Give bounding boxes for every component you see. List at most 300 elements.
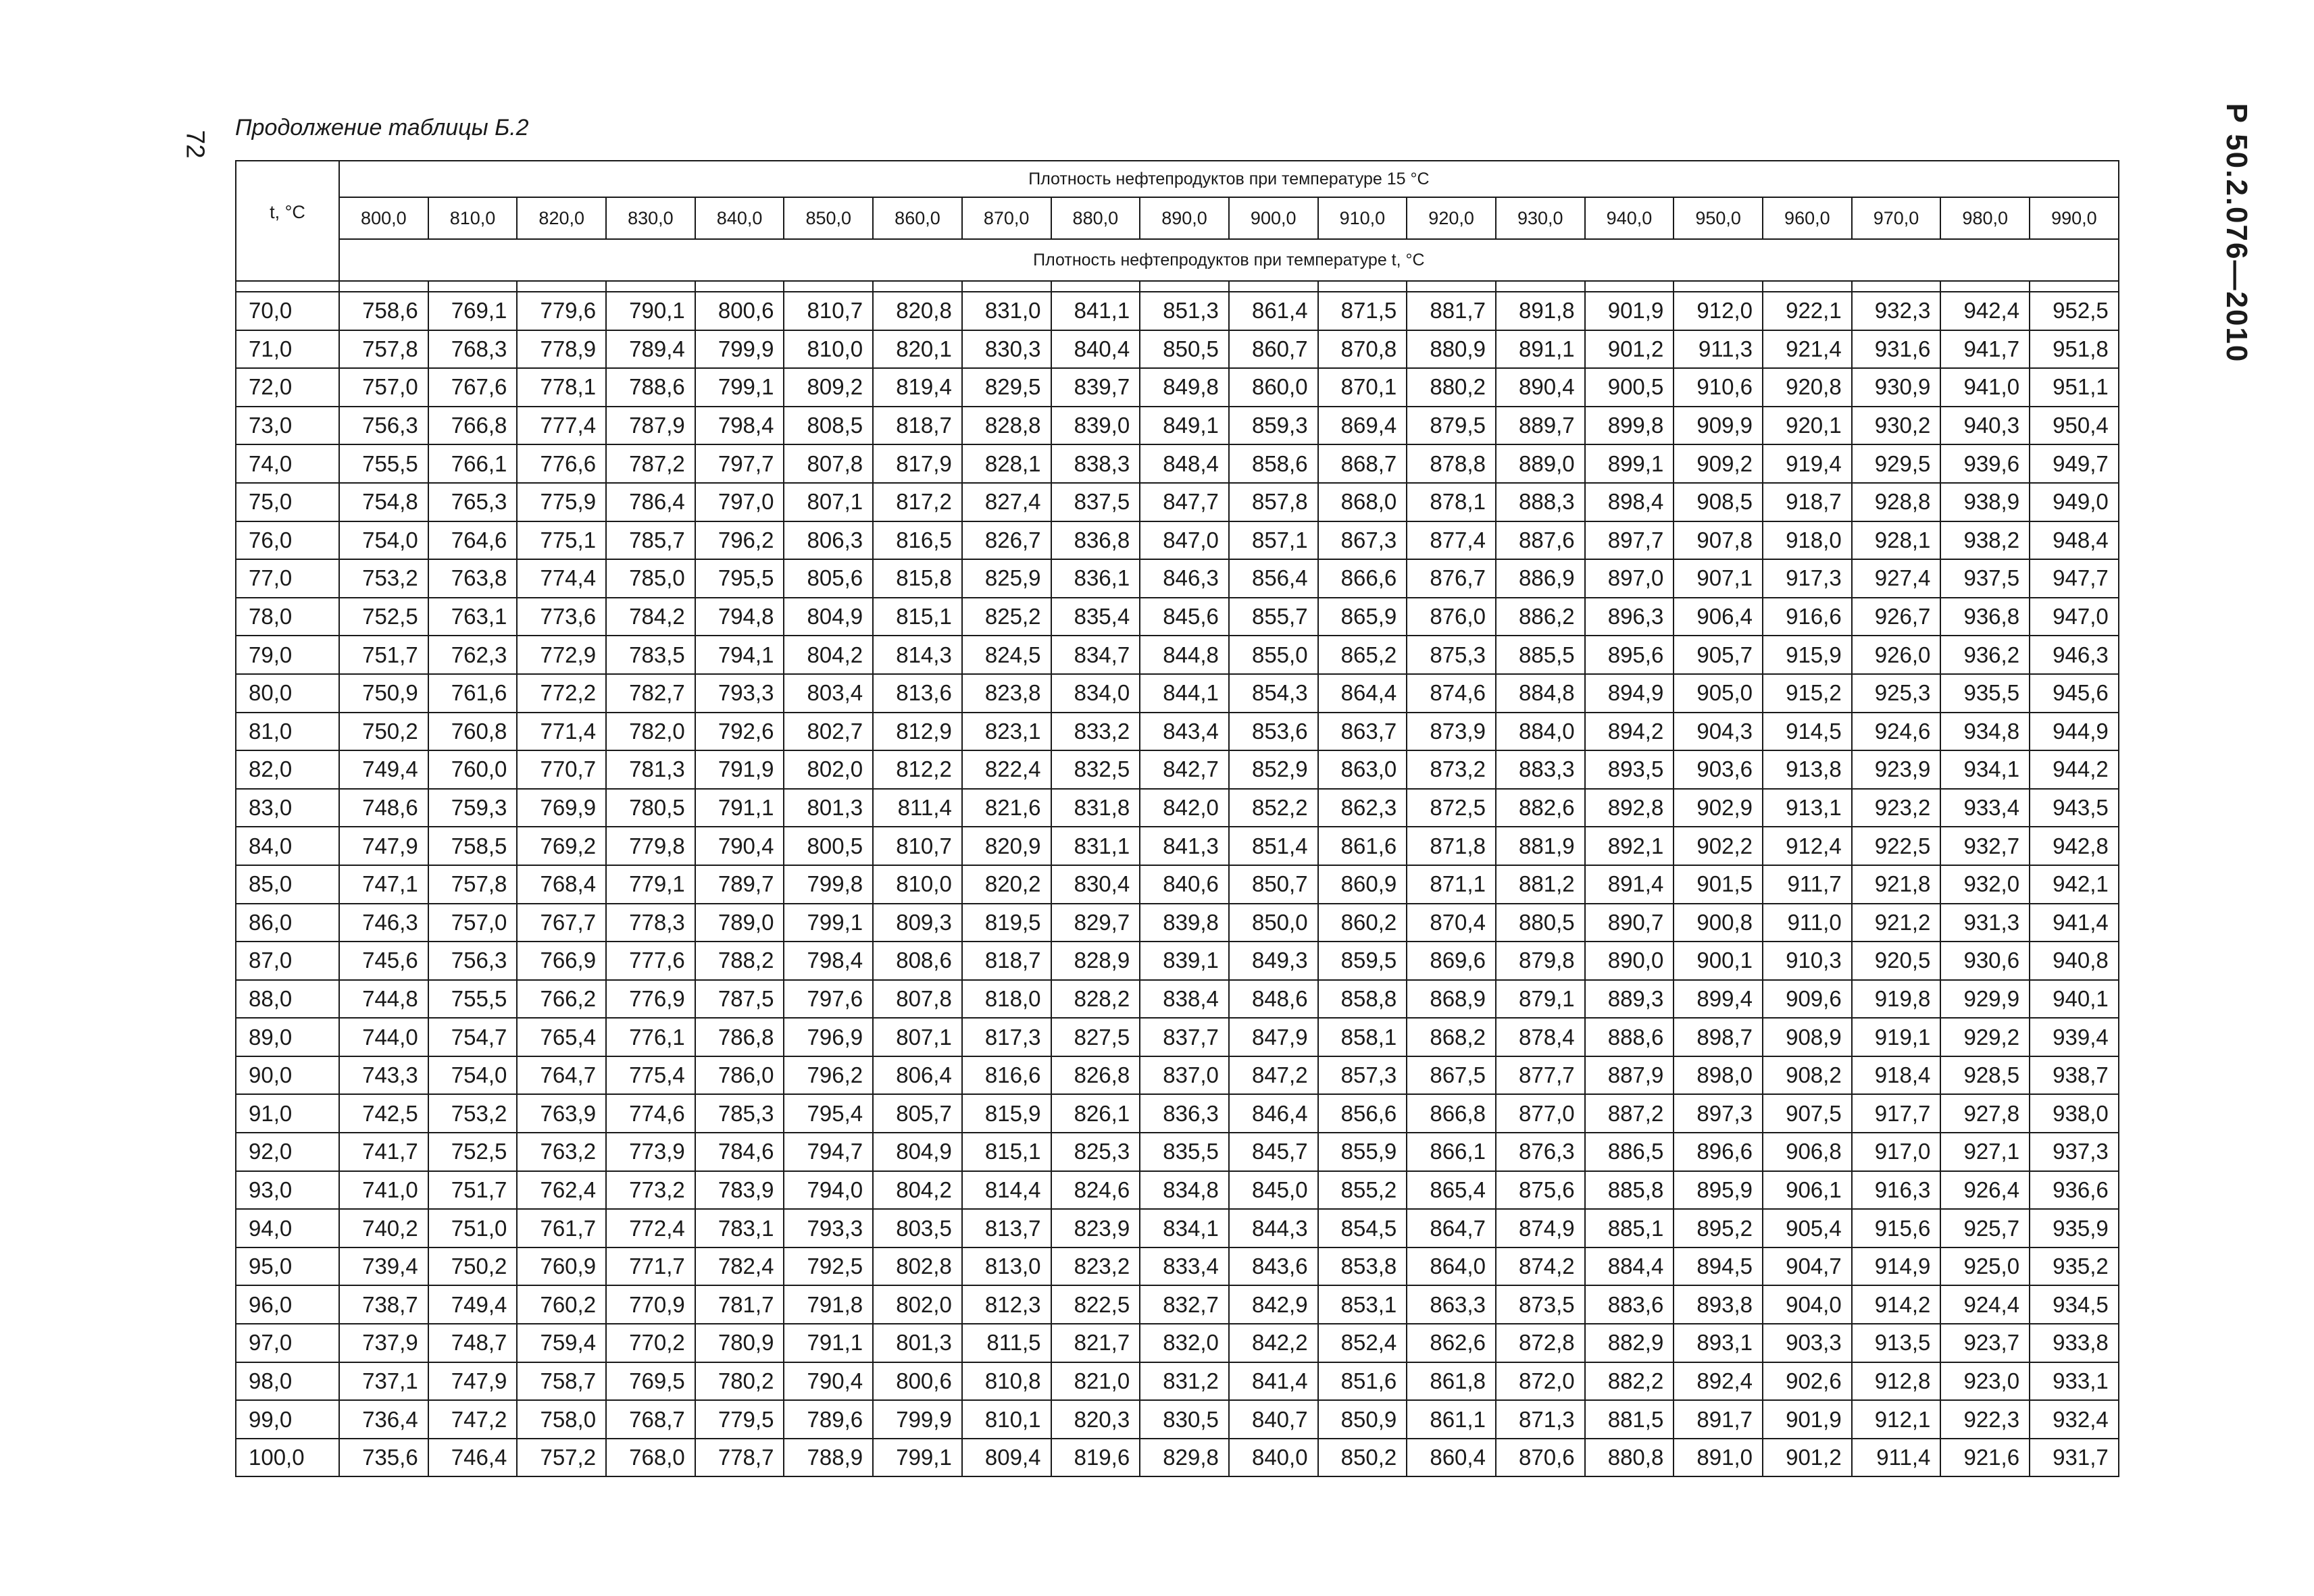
density-cell: 803,5 <box>873 1209 962 1247</box>
density-cell: 794,1 <box>695 636 784 674</box>
density-cell: 740,2 <box>339 1209 428 1247</box>
density-cell: 896,3 <box>1585 598 1674 636</box>
density-cell: 860,9 <box>1318 865 1407 904</box>
temperature-cell: 70,0 <box>236 292 339 330</box>
density-cell: 774,4 <box>517 559 606 598</box>
table-row <box>236 1400 2119 1439</box>
density-cell: 892,4 <box>1674 1362 1763 1401</box>
density-cell: 847,7 <box>1140 483 1229 521</box>
density-cell: 832,7 <box>1140 1285 1229 1324</box>
density-cell: 886,9 <box>1496 559 1585 598</box>
density-cell: 897,0 <box>1585 559 1674 598</box>
density-cell: 861,1 <box>1407 1400 1496 1439</box>
density-cell: 764,7 <box>517 1056 606 1095</box>
density-cell: 938,9 <box>1940 483 2030 521</box>
density-cell: 941,0 <box>1940 368 2030 407</box>
density-cell: 832,5 <box>1051 750 1140 789</box>
density-cell: 922,3 <box>1940 1400 2030 1439</box>
density-cell: 838,4 <box>1140 980 1229 1019</box>
density-cell: 758,5 <box>428 827 518 865</box>
density-cell: 780,5 <box>606 789 695 827</box>
density-column-header: 920,0 <box>1407 197 1496 239</box>
density-cell: 891,7 <box>1674 1400 1763 1439</box>
density-cell: 737,1 <box>339 1362 428 1401</box>
document-id: Р 50.2.076—2010 <box>2220 103 2253 363</box>
temperature-cell: 74,0 <box>236 444 339 483</box>
density-cell: 927,8 <box>1940 1094 2030 1133</box>
density-cell: 937,5 <box>1940 559 2030 598</box>
density-cell: 926,0 <box>1852 636 1941 674</box>
density-cell: 824,5 <box>962 636 1051 674</box>
density-cell: 814,3 <box>873 636 962 674</box>
density-cell: 817,9 <box>873 444 962 483</box>
density-cell: 900,8 <box>1674 904 1763 942</box>
density-cell: 837,5 <box>1051 483 1140 521</box>
density-cell: 833,2 <box>1051 713 1140 751</box>
density-cell: 793,3 <box>695 674 784 713</box>
density-cell: 797,6 <box>784 980 873 1019</box>
density-cell: 820,3 <box>1051 1400 1140 1439</box>
density-cell: 933,1 <box>2030 1362 2119 1401</box>
density-cell: 932,7 <box>1940 827 2030 865</box>
density-cell: 757,0 <box>339 368 428 407</box>
table-row <box>236 444 2119 483</box>
density-cell: 737,9 <box>339 1324 428 1362</box>
density-cell: 906,8 <box>1763 1133 1852 1171</box>
density-cell: 913,1 <box>1763 789 1852 827</box>
density-cell: 750,9 <box>339 674 428 713</box>
density-cell: 864,0 <box>1407 1247 1496 1286</box>
density-cell: 829,8 <box>1140 1439 1229 1477</box>
density-cell: 768,0 <box>606 1439 695 1477</box>
table-row <box>236 942 2119 980</box>
density-cell: 749,4 <box>339 750 428 789</box>
density-cell: 747,9 <box>428 1362 518 1401</box>
density-cell: 797,7 <box>695 444 784 483</box>
density-cell: 848,6 <box>1229 980 1318 1019</box>
density-cell: 908,5 <box>1674 483 1763 521</box>
density-cell: 807,1 <box>873 1018 962 1056</box>
density-cell: 757,8 <box>339 330 428 369</box>
density-cell: 747,1 <box>339 865 428 904</box>
density-cell: 778,1 <box>517 368 606 407</box>
density-cell: 827,5 <box>1051 1018 1140 1056</box>
density-cell: 891,1 <box>1496 330 1585 369</box>
density-cell: 799,8 <box>784 865 873 904</box>
density-cell: 868,7 <box>1318 444 1407 483</box>
density-cell: 772,2 <box>517 674 606 713</box>
density-cell: 870,6 <box>1496 1439 1585 1477</box>
density-cell: 798,4 <box>695 407 784 445</box>
density-cell: 746,3 <box>339 904 428 942</box>
density-cell: 765,3 <box>428 483 518 521</box>
density-cell: 879,5 <box>1407 407 1496 445</box>
density-cell: 753,2 <box>428 1094 518 1133</box>
density-cell: 853,6 <box>1229 713 1318 751</box>
density-cell: 759,4 <box>517 1324 606 1362</box>
density-cell: 771,4 <box>517 713 606 751</box>
density-cell: 757,8 <box>428 865 518 904</box>
density-cell: 800,6 <box>695 292 784 330</box>
density-cell: 846,4 <box>1229 1094 1318 1133</box>
density-cell: 833,4 <box>1140 1247 1229 1286</box>
density-column-header: 880,0 <box>1051 197 1140 239</box>
density-cell: 850,7 <box>1229 865 1318 904</box>
temperature-cell: 86,0 <box>236 904 339 942</box>
density-cell: 906,1 <box>1763 1171 1852 1210</box>
density-cell: 803,4 <box>784 674 873 713</box>
table-row <box>236 904 2119 942</box>
temperature-cell: 91,0 <box>236 1094 339 1133</box>
density-cell: 761,6 <box>428 674 518 713</box>
density-column-header: 940,0 <box>1585 197 1674 239</box>
density-cell: 829,7 <box>1051 904 1140 942</box>
density-cell: 857,1 <box>1229 521 1318 560</box>
density-cell: 801,3 <box>873 1324 962 1362</box>
density-cell: 911,0 <box>1763 904 1852 942</box>
density-cell: 904,3 <box>1674 713 1763 751</box>
density-cell: 826,8 <box>1051 1056 1140 1095</box>
density-cell: 874,6 <box>1407 674 1496 713</box>
density-cell: 776,6 <box>517 444 606 483</box>
density-cell: 783,9 <box>695 1171 784 1210</box>
density-cell: 821,6 <box>962 789 1051 827</box>
density-cell: 886,2 <box>1496 598 1585 636</box>
density-cell: 881,7 <box>1407 292 1496 330</box>
density-cell: 873,2 <box>1407 750 1496 789</box>
density-cell: 903,3 <box>1763 1324 1852 1362</box>
temperature-cell: 88,0 <box>236 980 339 1019</box>
density-cell: 943,5 <box>2030 789 2119 827</box>
density-cell: 951,1 <box>2030 368 2119 407</box>
density-cell: 887,2 <box>1585 1094 1674 1133</box>
density-cell: 881,2 <box>1496 865 1585 904</box>
temperature-cell: 72,0 <box>236 368 339 407</box>
density-cell: 905,7 <box>1674 636 1763 674</box>
density-cell: 774,6 <box>606 1094 695 1133</box>
density-cell: 790,1 <box>606 292 695 330</box>
density-cell: 851,4 <box>1229 827 1318 865</box>
density-cell: 802,7 <box>784 713 873 751</box>
density-cell: 899,8 <box>1585 407 1674 445</box>
density-cell: 875,3 <box>1407 636 1496 674</box>
table-row <box>236 598 2119 636</box>
density-cell: 911,7 <box>1763 865 1852 904</box>
density-cell: 743,3 <box>339 1056 428 1095</box>
density-cell: 802,0 <box>784 750 873 789</box>
density-cell: 939,6 <box>1940 444 2030 483</box>
density-cell: 810,1 <box>962 1400 1051 1439</box>
density-cell: 823,8 <box>962 674 1051 713</box>
density-cell: 766,9 <box>517 942 606 980</box>
density-column-header: 850,0 <box>784 197 873 239</box>
density-cell: 791,1 <box>784 1324 873 1362</box>
density-cell: 930,6 <box>1940 942 2030 980</box>
density-cell: 843,6 <box>1229 1247 1318 1286</box>
density-cell: 909,9 <box>1674 407 1763 445</box>
density-cell: 856,4 <box>1229 559 1318 598</box>
density-cell: 887,6 <box>1496 521 1585 560</box>
density-cell: 766,8 <box>428 407 518 445</box>
density-cell: 796,9 <box>784 1018 873 1056</box>
temperature-cell: 90,0 <box>236 1056 339 1095</box>
density-cell: 795,4 <box>784 1094 873 1133</box>
density-cell: 924,4 <box>1940 1285 2030 1324</box>
density-cell: 790,4 <box>695 827 784 865</box>
density-cell: 928,5 <box>1940 1056 2030 1095</box>
density-cell: 828,1 <box>962 444 1051 483</box>
density-cell: 888,6 <box>1585 1018 1674 1056</box>
density-cell: 775,1 <box>517 521 606 560</box>
density-cell: 917,7 <box>1852 1094 1941 1133</box>
density-cell: 901,2 <box>1763 1439 1852 1477</box>
density-table <box>235 160 2119 1477</box>
density-cell: 770,9 <box>606 1285 695 1324</box>
table-row <box>236 521 2119 560</box>
density-cell: 796,2 <box>695 521 784 560</box>
density-cell: 789,4 <box>606 330 695 369</box>
density-cell: 811,5 <box>962 1324 1051 1362</box>
density-cell: 944,2 <box>2030 750 2119 789</box>
density-cell: 870,4 <box>1407 904 1496 942</box>
density-cell: 889,3 <box>1585 980 1674 1019</box>
temperature-cell: 77,0 <box>236 559 339 598</box>
density-cell: 751,7 <box>428 1171 518 1210</box>
density-at-t-header: Плотность нефтепродуктов при температуре t, °С <box>339 239 2119 281</box>
density-cell: 908,9 <box>1763 1018 1852 1056</box>
table-row <box>236 980 2119 1019</box>
density-cell: 817,3 <box>962 1018 1051 1056</box>
density-cell: 847,2 <box>1229 1056 1318 1095</box>
density-cell: 938,7 <box>2030 1056 2119 1095</box>
density-cell: 861,4 <box>1229 292 1318 330</box>
density-cell: 760,9 <box>517 1247 606 1286</box>
density-cell: 854,3 <box>1229 674 1318 713</box>
density-cell: 763,8 <box>428 559 518 598</box>
density-cell: 759,3 <box>428 789 518 827</box>
density-cell: 849,1 <box>1140 407 1229 445</box>
density-cell: 850,0 <box>1229 904 1318 942</box>
density-cell: 857,3 <box>1318 1056 1407 1095</box>
density-cell: 831,0 <box>962 292 1051 330</box>
density-cell: 901,5 <box>1674 865 1763 904</box>
density-cell: 891,4 <box>1585 865 1674 904</box>
density-cell: 935,2 <box>2030 1247 2119 1286</box>
density-cell: 882,2 <box>1585 1362 1674 1401</box>
density-cell: 816,6 <box>962 1056 1051 1095</box>
density-cell: 864,7 <box>1407 1209 1496 1247</box>
density-column-header: 900,0 <box>1229 197 1318 239</box>
density-cell: 830,4 <box>1051 865 1140 904</box>
density-cell: 865,4 <box>1407 1171 1496 1210</box>
density-cell: 941,4 <box>2030 904 2119 942</box>
density-cell: 804,9 <box>784 598 873 636</box>
density-cell: 789,7 <box>695 865 784 904</box>
density-cell: 767,6 <box>428 368 518 407</box>
density-cell: 919,8 <box>1852 980 1941 1019</box>
density-cell: 830,5 <box>1140 1400 1229 1439</box>
density-cell: 915,9 <box>1763 636 1852 674</box>
density-cell: 769,2 <box>517 827 606 865</box>
density-cell: 823,1 <box>962 713 1051 751</box>
density-column-header: 980,0 <box>1940 197 2030 239</box>
density-cell: 913,8 <box>1763 750 1852 789</box>
density-cell: 742,5 <box>339 1094 428 1133</box>
density-cell: 799,1 <box>784 904 873 942</box>
density-cell: 858,8 <box>1318 980 1407 1019</box>
density-cell: 808,5 <box>784 407 873 445</box>
density-cell: 832,0 <box>1140 1324 1229 1362</box>
density-cell: 885,1 <box>1585 1209 1674 1247</box>
density-cell: 858,6 <box>1229 444 1318 483</box>
density-cell: 904,7 <box>1763 1247 1852 1286</box>
temperature-cell: 95,0 <box>236 1247 339 1286</box>
density-cell: 899,1 <box>1585 444 1674 483</box>
density-cell: 890,4 <box>1496 368 1585 407</box>
density-cell: 758,0 <box>517 1400 606 1439</box>
temperature-cell: 92,0 <box>236 1133 339 1171</box>
density-cell: 940,8 <box>2030 942 2119 980</box>
density-cell: 799,9 <box>873 1400 962 1439</box>
density-cell: 885,8 <box>1585 1171 1674 1210</box>
density-cell: 884,0 <box>1496 713 1585 751</box>
density-cell: 928,8 <box>1852 483 1941 521</box>
density-cell: 772,9 <box>517 636 606 674</box>
density-column-header: 910,0 <box>1318 197 1407 239</box>
density-cell: 818,7 <box>962 942 1051 980</box>
density-cell: 778,3 <box>606 904 695 942</box>
density-cell: 825,3 <box>1051 1133 1140 1171</box>
density-cell: 880,5 <box>1496 904 1585 942</box>
density-cell: 880,9 <box>1407 330 1496 369</box>
density-cell: 949,0 <box>2030 483 2119 521</box>
density-cell: 912,1 <box>1852 1400 1941 1439</box>
density-cell: 805,7 <box>873 1094 962 1133</box>
temperature-cell: 76,0 <box>236 521 339 560</box>
density-cell: 915,6 <box>1852 1209 1941 1247</box>
temperature-cell: 80,0 <box>236 674 339 713</box>
density-cell: 917,0 <box>1852 1133 1941 1171</box>
density-cell: 940,3 <box>1940 407 2030 445</box>
density-cell: 885,5 <box>1496 636 1585 674</box>
density-cell: 942,4 <box>1940 292 2030 330</box>
density-cell: 842,9 <box>1229 1285 1318 1324</box>
density-cell: 907,1 <box>1674 559 1763 598</box>
density-cell: 762,4 <box>517 1171 606 1210</box>
density-cell: 935,5 <box>1940 674 2030 713</box>
density-cell: 891,8 <box>1496 292 1585 330</box>
density-cell: 855,7 <box>1229 598 1318 636</box>
density-cell: 840,4 <box>1051 330 1140 369</box>
density-column-header: 820,0 <box>517 197 606 239</box>
density-cell: 947,0 <box>2030 598 2119 636</box>
density-cell: 938,0 <box>2030 1094 2119 1133</box>
density-cell: 813,6 <box>873 674 962 713</box>
density-cell: 919,1 <box>1852 1018 1941 1056</box>
density-cell: 916,6 <box>1763 598 1852 636</box>
density-cell: 815,9 <box>962 1094 1051 1133</box>
density-cell: 881,9 <box>1496 827 1585 865</box>
density-cell: 928,1 <box>1852 521 1941 560</box>
density-cell: 835,4 <box>1051 598 1140 636</box>
density-cell: 836,1 <box>1051 559 1140 598</box>
density-cell: 815,1 <box>962 1133 1051 1171</box>
density-cell: 934,1 <box>1940 750 2030 789</box>
density-cell: 860,2 <box>1318 904 1407 942</box>
density-cell: 752,5 <box>339 598 428 636</box>
density-cell: 850,9 <box>1318 1400 1407 1439</box>
density-cell: 822,5 <box>1051 1285 1140 1324</box>
density-cell: 783,5 <box>606 636 695 674</box>
density-cell: 878,8 <box>1407 444 1496 483</box>
density-cell: 784,6 <box>695 1133 784 1171</box>
density-cell: 780,2 <box>695 1362 784 1401</box>
density-cell: 845,0 <box>1229 1171 1318 1210</box>
density-cell: 809,4 <box>962 1439 1051 1477</box>
density-cell: 896,6 <box>1674 1133 1763 1171</box>
temperature-cell: 83,0 <box>236 789 339 827</box>
density-cell: 815,8 <box>873 559 962 598</box>
density-cell: 883,3 <box>1496 750 1585 789</box>
density-cell: 817,2 <box>873 483 962 521</box>
density-cell: 839,7 <box>1051 368 1140 407</box>
density-cell: 871,5 <box>1318 292 1407 330</box>
density-cell: 918,7 <box>1763 483 1852 521</box>
density-cell: 827,4 <box>962 483 1051 521</box>
density-cell: 807,1 <box>784 483 873 521</box>
density-cell: 751,7 <box>339 636 428 674</box>
density-cell: 874,9 <box>1496 1209 1585 1247</box>
density-cell: 813,7 <box>962 1209 1051 1247</box>
density-cell: 766,2 <box>517 980 606 1019</box>
density-cell: 767,7 <box>517 904 606 942</box>
density-cell: 844,1 <box>1140 674 1229 713</box>
density-cell: 856,6 <box>1318 1094 1407 1133</box>
density-cell: 852,4 <box>1318 1324 1407 1362</box>
density-cell: 750,2 <box>339 713 428 751</box>
density-cell: 873,5 <box>1496 1285 1585 1324</box>
density-cell: 880,8 <box>1585 1439 1674 1477</box>
density-cell: 932,3 <box>1852 292 1941 330</box>
density-cell: 842,0 <box>1140 789 1229 827</box>
density-cell: 809,2 <box>784 368 873 407</box>
density-cell: 812,3 <box>962 1285 1051 1324</box>
temperature-column-header: t, °C <box>236 161 339 281</box>
density-cell: 825,9 <box>962 559 1051 598</box>
density-cell: 935,9 <box>2030 1209 2119 1247</box>
density-column-header: 990,0 <box>2030 197 2119 239</box>
table-row <box>236 1018 2119 1056</box>
density-cell: 862,3 <box>1318 789 1407 827</box>
density-cell: 748,7 <box>428 1324 518 1362</box>
density-cell: 835,5 <box>1140 1133 1229 1171</box>
density-cell: 784,2 <box>606 598 695 636</box>
density-cell: 819,5 <box>962 904 1051 942</box>
density-cell: 905,4 <box>1763 1209 1852 1247</box>
density-cell: 927,4 <box>1852 559 1941 598</box>
density-cell: 910,6 <box>1674 368 1763 407</box>
density-cell: 799,9 <box>695 330 784 369</box>
density-cell: 738,7 <box>339 1285 428 1324</box>
table-row <box>236 1133 2119 1171</box>
density-cell: 933,4 <box>1940 789 2030 827</box>
temperature-cell: 71,0 <box>236 330 339 369</box>
density-cell: 912,8 <box>1852 1362 1941 1401</box>
density-cell: 773,6 <box>517 598 606 636</box>
density-cell: 920,8 <box>1763 368 1852 407</box>
table-row <box>236 827 2119 865</box>
density-cell: 868,9 <box>1407 980 1496 1019</box>
